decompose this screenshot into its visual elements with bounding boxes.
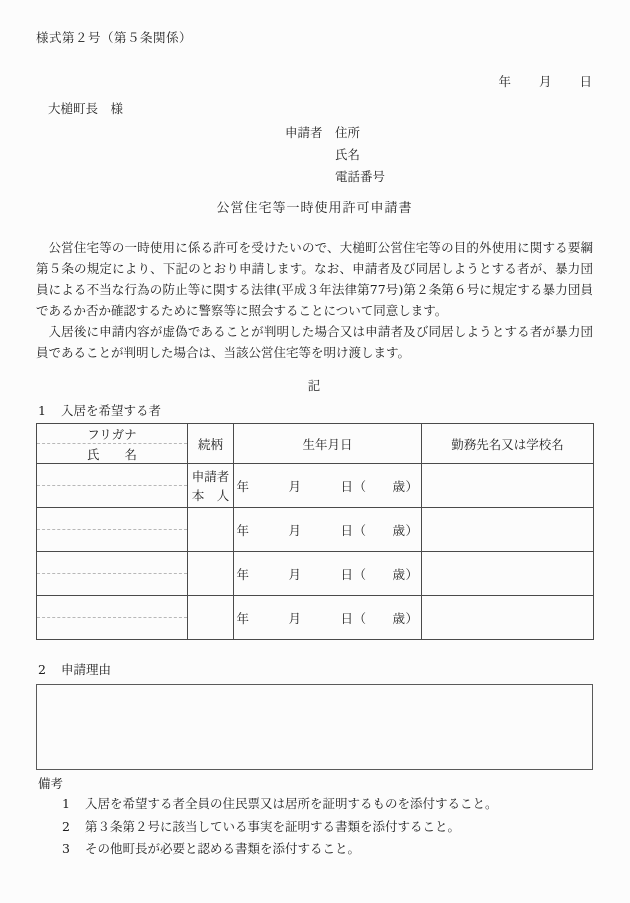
header-relation: 続柄 [188, 424, 234, 464]
applicant-label: 申請者 [285, 125, 323, 140]
section1-title: 入居を希望する者 [61, 403, 162, 418]
workplace-field [422, 464, 594, 508]
workplace-field [422, 596, 594, 640]
form-number: 様式第２号（第５条関係） [36, 30, 193, 45]
note-number: 3 [62, 841, 70, 856]
applicant-phone-line [285, 166, 593, 188]
table-row [37, 552, 594, 596]
applicant-address-line [285, 122, 593, 144]
header-furigana: フリガナ [37, 424, 187, 444]
name-label: 氏名 [335, 147, 361, 162]
furigana-name-field [37, 552, 188, 596]
birthday-field: 年 月 日（ 歳） [234, 552, 422, 596]
furigana-name-field [37, 508, 188, 552]
section2-title: 申請理由 [61, 662, 112, 677]
address-label: 住所 [335, 125, 361, 140]
note-text: 入居を希望する者全員の住民票又は居所を証明するものを添付すること。 [85, 796, 498, 811]
date-line: 年 月 日 [498, 74, 593, 89]
note-number: 1 [62, 796, 70, 811]
header-furigana-name-cell [37, 424, 188, 464]
note-text: 第３条第２号に該当している事実を証明する書類を添付すること。 [85, 818, 461, 834]
applicant-name-line [285, 144, 593, 166]
header-birthday: 生年月日 [234, 424, 422, 464]
body-text [36, 237, 593, 363]
relation-field [188, 552, 234, 596]
notes-section [36, 774, 593, 860]
table-row [37, 596, 594, 640]
table-row [37, 508, 594, 552]
birthday-field: 年 月 日（ 歳） [234, 508, 422, 552]
paragraph-consent: 公営住宅等の一時使用に係る許可を受けたいので、大槌町公営住宅等の目的外使用に関する要綱第５条の規定により、下記のとおり申請します。なお、申請者及び同居しようとする者が、暴力団員による不当な行為の防止等に関する法律(平成３年法律第77号)第２条第６号に規定する暴力団員であるか否か確認するために警察等に照会することについて同意します。 [36, 240, 593, 318]
paragraph-surrender: 入居後に申請内容が虚偽であることが判明した場合又は申請者及び同居しようとする者が暴力団員であることが判明した場合は、当該公営住宅等を明け渡します。 [36, 324, 593, 360]
note-item [36, 793, 593, 815]
workplace-field [422, 508, 594, 552]
relation-field [188, 508, 234, 552]
application-reason-box [36, 684, 593, 770]
birthday-field: 年 月 日（ 歳） [234, 464, 422, 508]
furigana-name-field [37, 464, 188, 508]
table-row-applicant [37, 464, 594, 508]
notes-label: 備考 [38, 776, 64, 791]
relation-line2: 本 人 [191, 487, 230, 503]
birthday-field: 年 月 日（ 歳） [234, 596, 422, 640]
note-number: 2 [62, 818, 70, 834]
table-header-row [37, 424, 594, 464]
header-name: 氏 名 [86, 446, 137, 462]
relation-line1: 申請者 [191, 468, 230, 484]
section1-number: 1 [38, 403, 46, 418]
document-title: 公営住宅等一時使用許可申請書 [216, 201, 413, 216]
relation-field [188, 596, 234, 640]
section2-number: 2 [38, 662, 46, 677]
applicant-block [285, 122, 593, 188]
relation-cell-applicant [188, 464, 234, 508]
header-workplace: 勤務先名又は学校名 [422, 424, 594, 464]
section2-heading [36, 660, 593, 678]
phone-label: 電話番号 [335, 169, 386, 184]
section1-heading [36, 401, 593, 419]
furigana-name-field [37, 596, 188, 640]
residents-table [36, 423, 594, 640]
ki-marker: 記 [307, 378, 322, 393]
note-item [36, 838, 593, 860]
workplace-field [422, 552, 594, 596]
note-text: その他町長が必要と認める書類を添付すること。 [85, 841, 361, 856]
note-item [36, 816, 593, 838]
addressee: 大槌町長 様 [48, 101, 124, 116]
